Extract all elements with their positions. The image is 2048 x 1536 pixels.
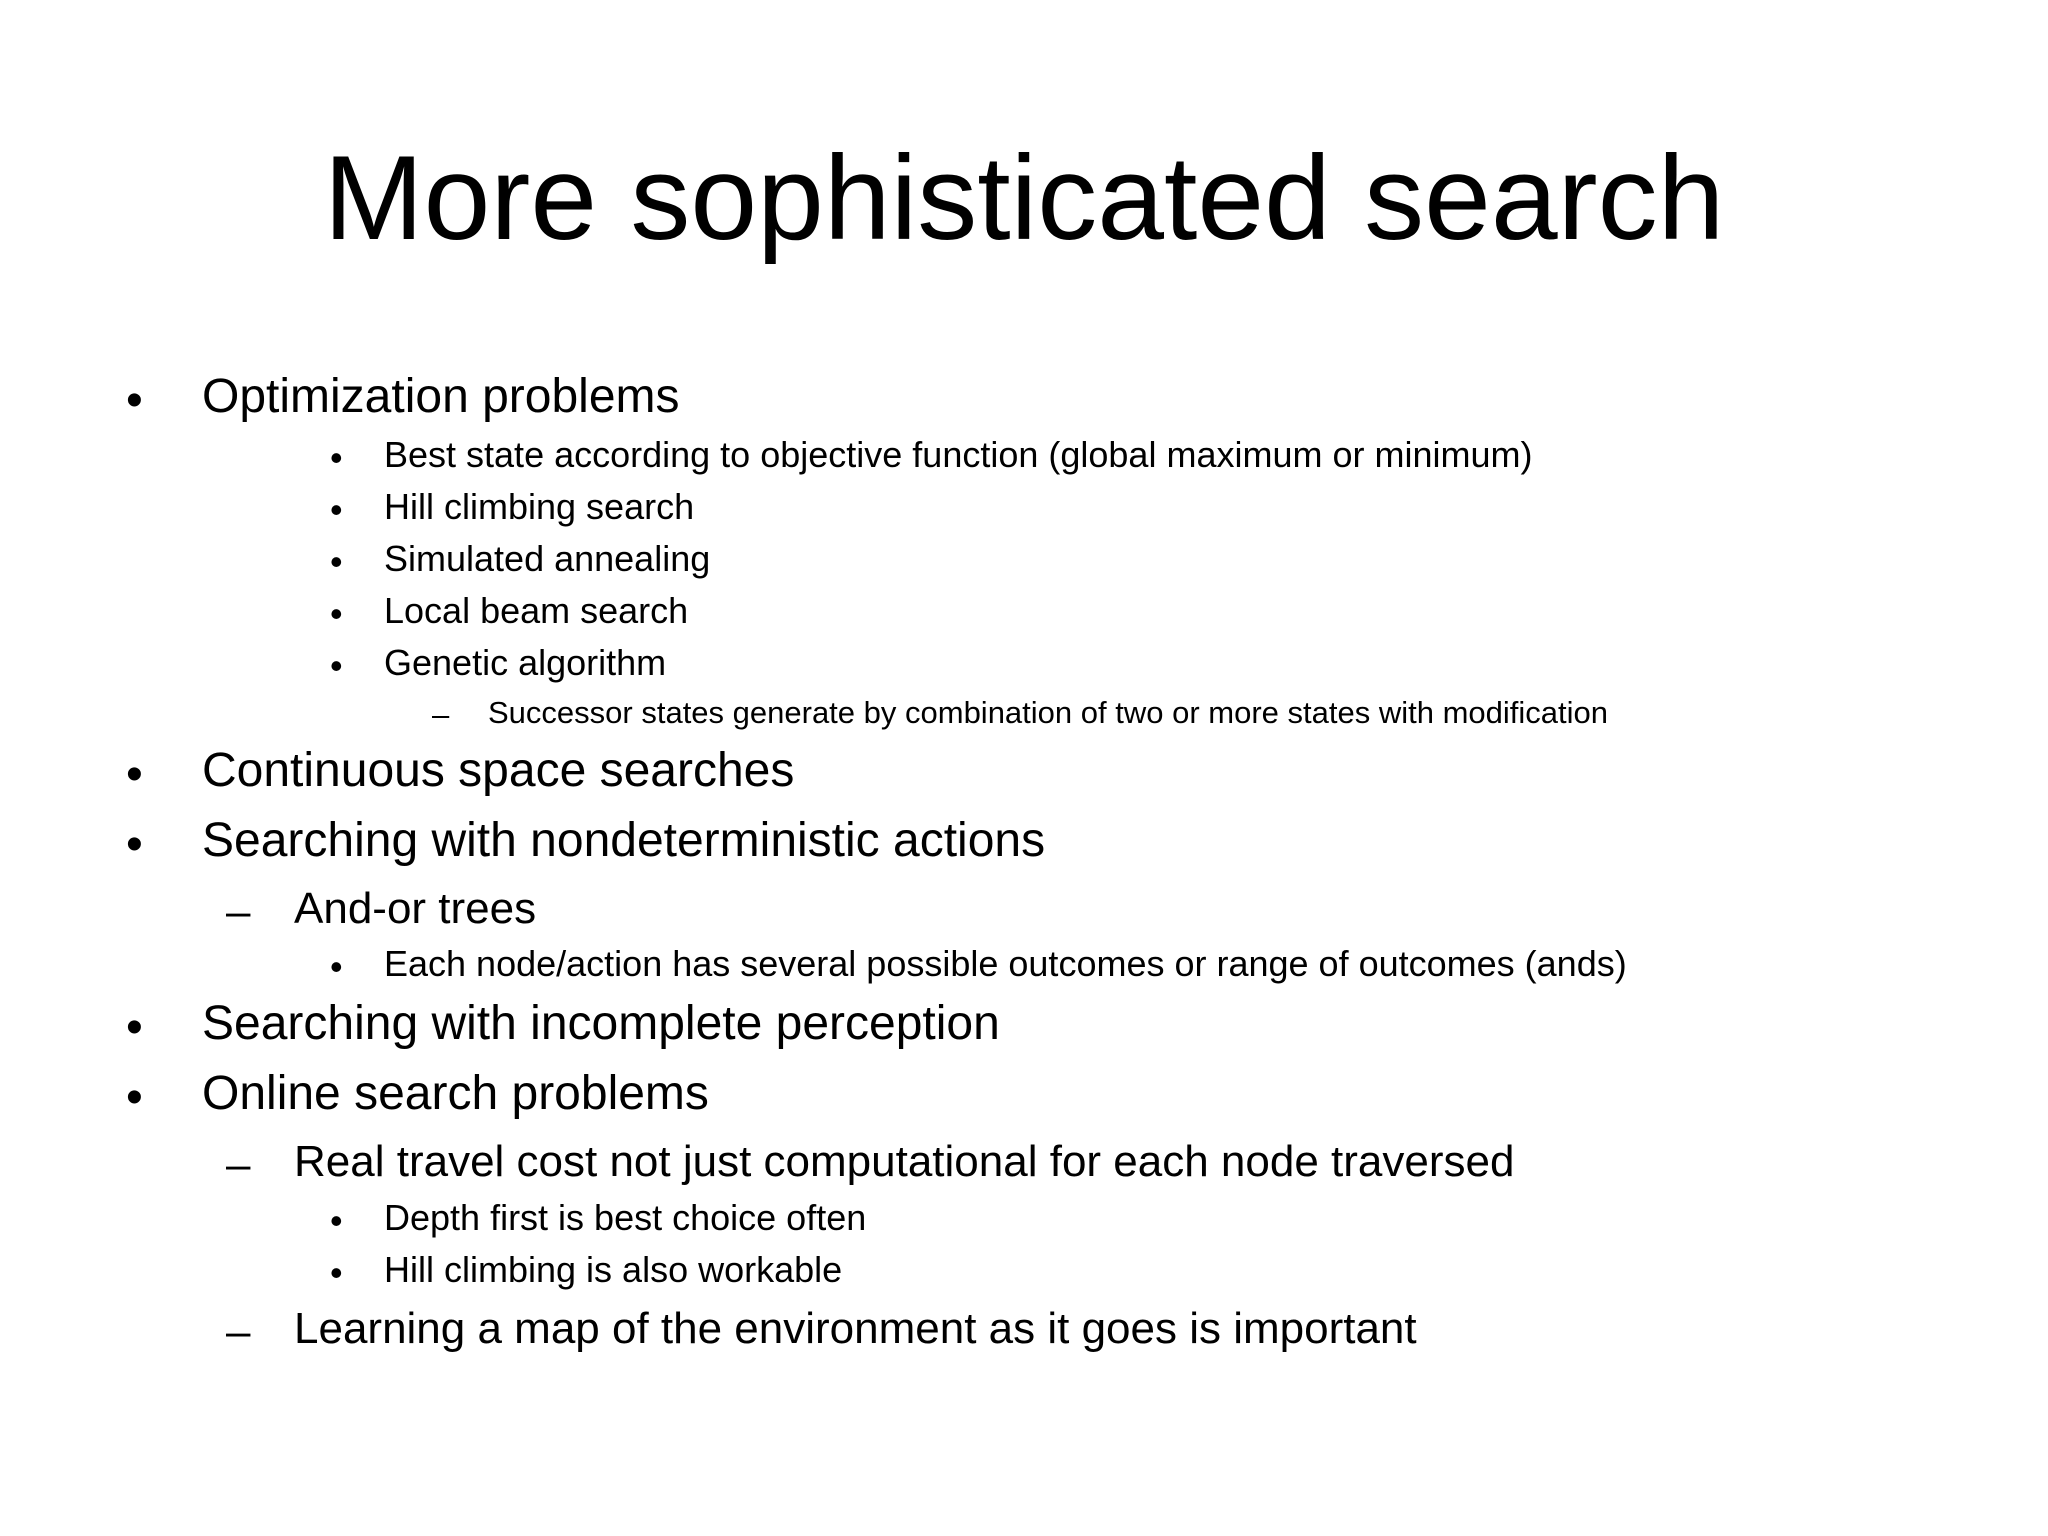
list-item-level-3: Simulated annealing [384,538,711,579]
dash-marker: – [226,887,251,936]
bullet-marker: • [330,437,343,478]
dash-marker: – [226,1140,251,1189]
bullet-marker: • [330,946,343,987]
bullet-marker: • [126,818,143,871]
bullet-marker: • [126,748,143,801]
list-item-level-3: Best state according to objective function (global maximum or minimum) [384,434,1533,475]
list-item-level-2: Real travel cost not just computational for each node traversed [294,1137,1515,1186]
list-item-level-2: And-or trees [294,884,537,933]
list-item-level-3: Hill climbing is also workable [384,1249,843,1290]
list-item-level-1: Optimization problems [202,370,680,423]
list-item-level-3: Hill climbing search [384,486,695,527]
bullet-marker: • [126,374,143,427]
bullet-marker: • [330,489,343,530]
dash-marker: – [432,697,450,732]
list-item-level-3: Genetic algorithm [384,642,667,683]
list-item-level-3: Depth first is best choice often [384,1197,867,1238]
list-item-level-2: Learning a map of the environment as it goes is important [294,1304,1417,1353]
bullet-marker: • [330,1200,343,1241]
list-item-level-1: Continuous space searches [202,744,795,797]
bullet-marker: • [330,593,343,634]
bullet-marker: • [330,541,343,582]
bullet-marker: • [330,645,343,686]
bullet-marker: • [126,1001,143,1054]
list-item-level-1: Searching with nondeterministic actions [202,814,1046,867]
bullet-marker: • [126,1071,143,1124]
list-item-level-3: Local beam search [384,590,689,631]
list-item-level-1: Online search problems [202,1067,709,1120]
list-item-level-1: Searching with incomplete perception [202,997,1000,1050]
slide-title: More sophisticated search [323,131,1725,265]
list-item-level-3: Each node/action has several possible outcomes or range of outcomes (ands) [384,943,1627,984]
list-item-level-4: Successor states generate by combination of two or more states with modification [488,695,1608,730]
dash-marker: – [226,1307,251,1356]
bullet-marker: • [330,1252,343,1293]
